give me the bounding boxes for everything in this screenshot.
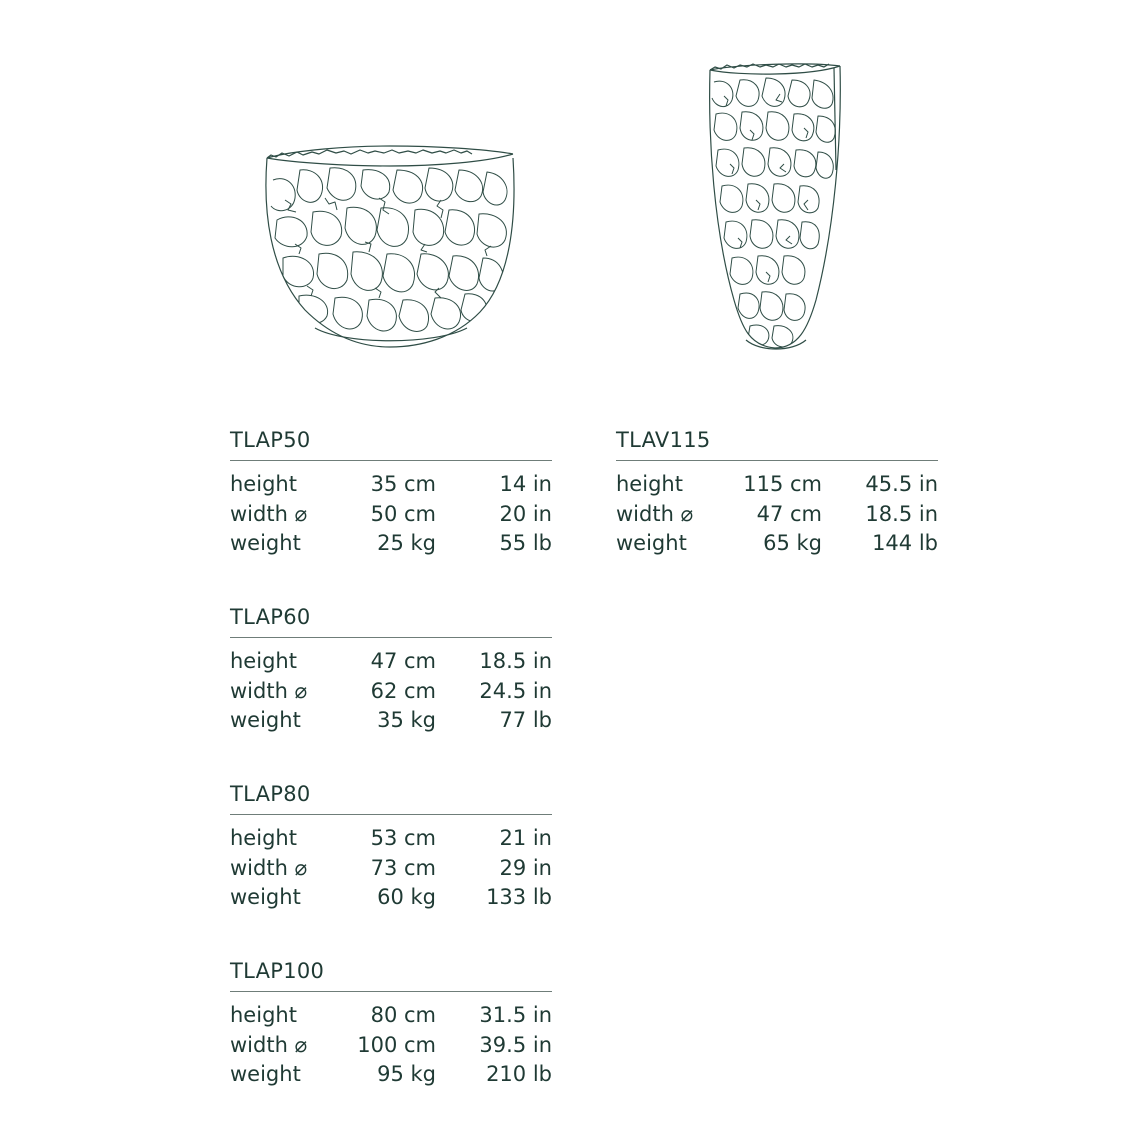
spec-metric-value: 53 cm xyxy=(370,826,436,850)
spec-label: width ⌀ xyxy=(230,678,308,703)
spec-label: width ⌀ xyxy=(230,1032,308,1057)
spec-row-width xyxy=(230,1031,552,1061)
spec-metric-value: 65 kg xyxy=(763,531,822,555)
spec-row-weight xyxy=(230,529,552,559)
spec-table-tlav115 xyxy=(616,428,938,559)
spec-row-height xyxy=(230,824,552,854)
spec-imperial-value: 20 in xyxy=(499,501,552,526)
tall-vase-illustration xyxy=(700,60,850,355)
spec-imperial-value: 210 lb xyxy=(486,1062,552,1086)
bowl-planter-illustration xyxy=(255,140,525,355)
spec-metric-value: 100 cm xyxy=(357,1032,436,1057)
textured-tall-vase-icon xyxy=(700,60,850,355)
spec-label: weight xyxy=(230,708,301,732)
spec-label: width ⌀ xyxy=(230,855,308,880)
spec-imperial-value: 55 lb xyxy=(499,531,552,555)
spec-table-tlap50 xyxy=(230,428,552,559)
product-code: TLAP60 xyxy=(230,605,552,638)
spec-row-width xyxy=(230,500,552,530)
spec-label: weight xyxy=(616,531,687,555)
spec-table-tlap100 xyxy=(230,959,552,1090)
spec-label: height xyxy=(230,649,297,673)
spec-row-width xyxy=(230,854,552,884)
spec-row-width xyxy=(616,500,938,530)
spec-imperial-value: 133 lb xyxy=(486,885,552,909)
spec-row-weight xyxy=(616,529,938,559)
spec-imperial-value: 144 lb xyxy=(872,531,938,555)
spec-metric-value: 95 kg xyxy=(377,1062,436,1086)
spec-label: width ⌀ xyxy=(230,501,308,526)
spec-metric-value: 47 cm xyxy=(370,649,436,673)
spec-label: weight xyxy=(230,1062,301,1086)
product-code: TLAV115 xyxy=(616,428,938,461)
spec-imperial-value: 31.5 in xyxy=(479,1003,552,1027)
spec-label: width ⌀ xyxy=(616,501,694,526)
spec-label: height xyxy=(230,472,297,496)
product-code: TLAP80 xyxy=(230,782,552,815)
spec-metric-value: 60 kg xyxy=(377,885,436,909)
spec-imperial-value: 24.5 in xyxy=(479,678,552,703)
spec-imperial-value: 18.5 in xyxy=(479,649,552,673)
spec-row-weight xyxy=(230,883,552,913)
product-code: TLAP100 xyxy=(230,959,552,992)
spec-imperial-value: 29 in xyxy=(499,855,552,880)
spec-row-width xyxy=(230,677,552,707)
spec-table-tlap80 xyxy=(230,782,552,913)
spec-label: height xyxy=(616,472,683,496)
spec-metric-value: 50 cm xyxy=(370,501,436,526)
spec-metric-value: 25 kg xyxy=(377,531,436,555)
spec-imperial-value: 77 lb xyxy=(499,708,552,732)
spec-imperial-value: 45.5 in xyxy=(865,472,938,496)
product-code: TLAP50 xyxy=(230,428,552,461)
spec-row-weight xyxy=(230,1060,552,1090)
spec-row-weight xyxy=(230,706,552,736)
spec-metric-value: 73 cm xyxy=(370,855,436,880)
spec-metric-value: 115 cm xyxy=(743,472,822,496)
textured-bowl-planter-icon xyxy=(255,140,525,355)
spec-imperial-value: 14 in xyxy=(499,472,552,496)
spec-label: weight xyxy=(230,885,301,909)
spec-table-tlap60 xyxy=(230,605,552,736)
spec-metric-value: 80 cm xyxy=(370,1003,436,1027)
spec-label: weight xyxy=(230,531,301,555)
spec-imperial-value: 39.5 in xyxy=(479,1032,552,1057)
spec-metric-value: 35 kg xyxy=(377,708,436,732)
spec-label: height xyxy=(230,826,297,850)
spec-imperial-value: 18.5 in xyxy=(865,501,938,526)
spec-metric-value: 35 cm xyxy=(370,472,436,496)
spec-metric-value: 47 cm xyxy=(756,501,822,526)
spec-metric-value: 62 cm xyxy=(370,678,436,703)
spec-row-height xyxy=(230,470,552,500)
spec-row-height xyxy=(230,1001,552,1031)
spec-imperial-value: 21 in xyxy=(499,826,552,850)
spec-label: height xyxy=(230,1003,297,1027)
spec-row-height xyxy=(230,647,552,677)
spec-row-height xyxy=(616,470,938,500)
